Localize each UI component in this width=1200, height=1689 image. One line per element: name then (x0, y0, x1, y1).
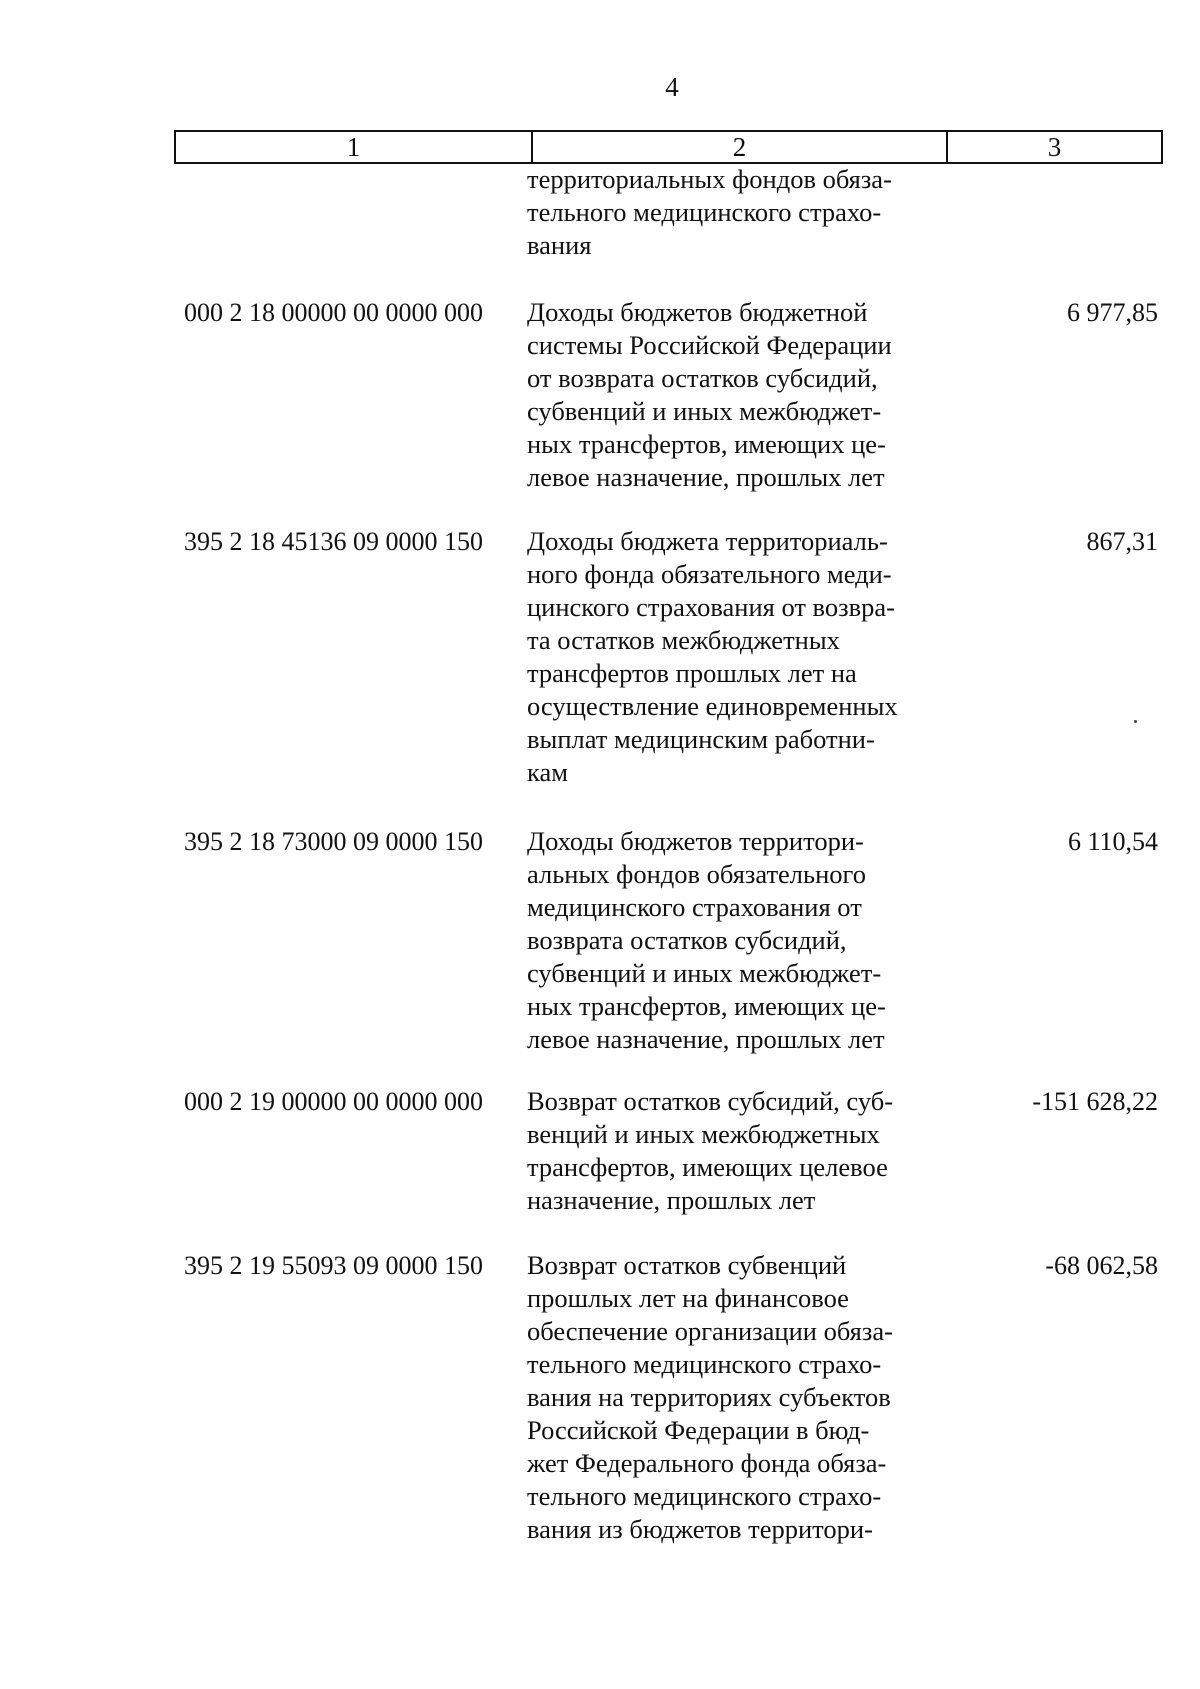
description-line: назначение, прошлых лет (527, 1185, 816, 1215)
description-line: жет Федерального фонда обяза- (527, 1448, 887, 1478)
description-line: от возврата остатков субсидий, (527, 363, 878, 393)
header-col-3: 3 (1047, 132, 1062, 162)
description-line: трансфертов, имеющих целевое (527, 1152, 888, 1182)
description-line: Российской Федерации в бюд- (527, 1415, 870, 1445)
row-code: 000 2 18 00000 00 0000 000 (184, 298, 483, 327)
row-code: 000 2 19 00000 00 0000 000 (184, 1087, 483, 1116)
description-line: вания (527, 230, 592, 260)
description-line: возврата остатков субсидий, (527, 925, 847, 955)
description-line: трансфертов прошлых лет на (527, 658, 857, 688)
description-line: левое назначение, прошлых лет (527, 462, 885, 492)
row-description (527, 525, 947, 789)
description-line: системы Российской Федерации (527, 330, 892, 360)
description-line: обеспечение организации обяза- (527, 1316, 893, 1346)
row-description (527, 1249, 947, 1546)
description-line: субвенций и иных межбюджет- (527, 396, 882, 426)
row-amount: 6 977,85 (1067, 298, 1158, 327)
description-line: ного фонда обязательного меди- (527, 559, 892, 589)
row-description (527, 825, 947, 1056)
description-line: прошлых лет на финансовое (527, 1283, 849, 1313)
row-code: 395 2 18 45136 09 0000 150 (184, 527, 483, 556)
description-line: тельного медицинского страхо- (527, 1349, 882, 1379)
description-line: левое назначение, прошлых лет (527, 1024, 885, 1054)
description-line: ных трансфертов, имеющих це- (527, 991, 886, 1021)
scan-speck (1134, 720, 1137, 723)
description-line: медицинского страхования от (527, 892, 862, 922)
description-line: кам (527, 757, 569, 787)
description-line: субвенций и иных межбюджет- (527, 958, 882, 988)
row-amount: 6 110,54 (1067, 827, 1158, 856)
row-description (527, 296, 947, 494)
table-header (174, 130, 1163, 164)
description-line: венций и иных межбюджетных (527, 1119, 880, 1149)
description-line: вания на территориях субъектов (527, 1382, 891, 1412)
description-line: тельного медицинского страхо- (527, 1481, 882, 1511)
row-amount: -68 062,58 (1045, 1251, 1158, 1280)
row-amount: -151 628,22 (1032, 1087, 1158, 1116)
description-line: та остатков межбюджетных (527, 625, 840, 655)
description-line: выплат медицинским работни- (527, 724, 875, 754)
description-line: цинского страхования от возвра- (527, 592, 895, 622)
description-line: тельного медицинского страхо- (527, 197, 882, 227)
description-line: вания из бюджетов территори- (527, 1514, 873, 1544)
row-description (527, 1085, 947, 1217)
description-line: осуществление единовременных (527, 691, 898, 721)
description-line: ных трансфертов, имеющих це- (527, 429, 886, 459)
description-line: территориальных фондов обяза- (527, 164, 892, 194)
row-code: 395 2 18 73000 09 0000 150 (184, 827, 483, 856)
description-line: Доходы бюджета территориаль- (527, 526, 888, 556)
header-col-2: 2 (533, 132, 948, 162)
row-description (527, 163, 947, 262)
description-line: Возврат остатков субвенций (527, 1250, 847, 1280)
description-line: Возврат остатков субсидий, суб- (527, 1086, 894, 1116)
row-amount: 867,31 (1086, 527, 1158, 556)
description-line: альных фондов обязательного (527, 859, 866, 889)
header-col-1: 1 (176, 132, 533, 162)
row-code: 395 2 19 55093 09 0000 150 (184, 1251, 483, 1280)
description-line: Доходы бюджетов территори- (527, 826, 864, 856)
page-number: 4 (665, 72, 679, 102)
description-line: Доходы бюджетов бюджетной (527, 297, 868, 327)
